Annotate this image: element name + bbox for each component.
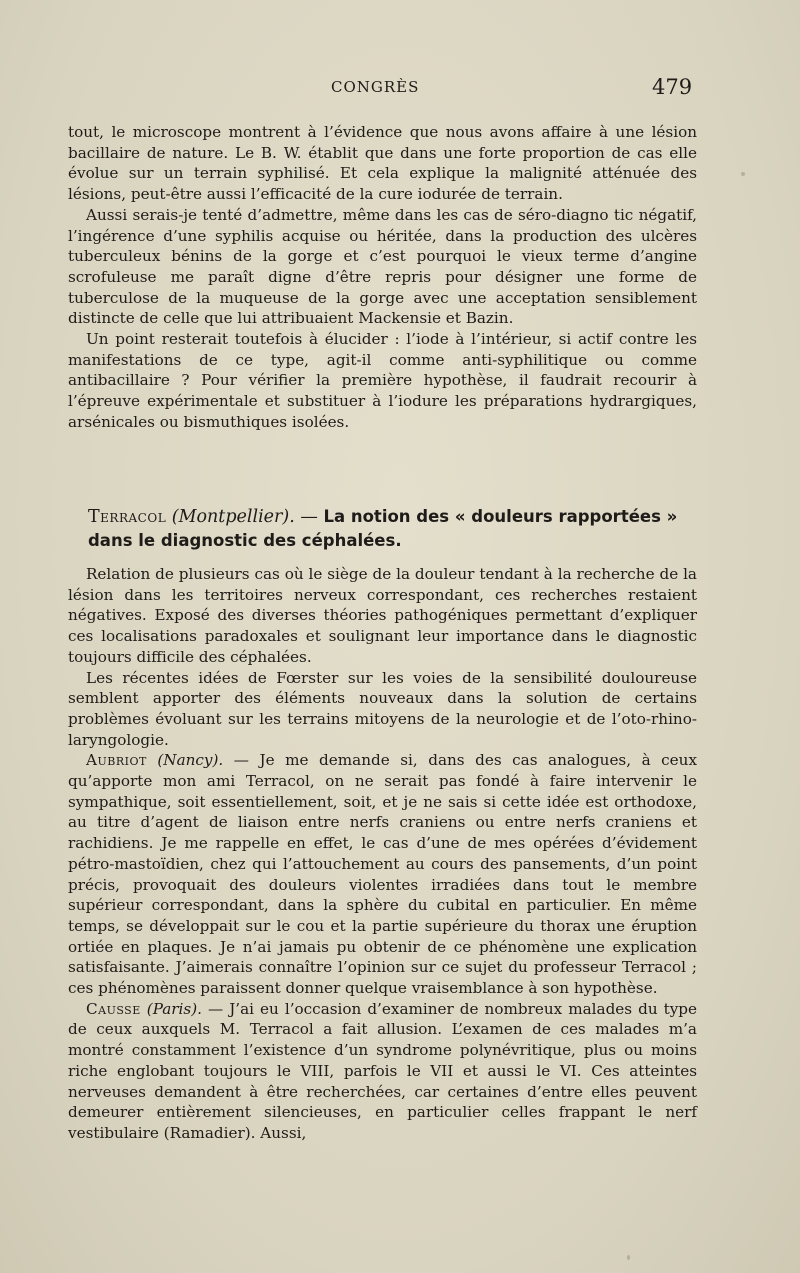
paragraph: Les récentes idées de Fœrster sur les voies de la sensibilité douloureuse semblent apporter des éléments nouveaux dans la solution de certains problèmes évoluant sur les terrains mitoyens de la neurologie et de l’oto-rhino-laryngologie.	[68, 668, 697, 749]
speaker-name: Aubriot	[86, 751, 147, 770]
paragraph: Relation de plusieurs cas où le siège de la douleur tendant à la recherche de la lésion dans les territoires nerveux correspondant, ces recherches restaient négatives. Exposé des diverses théories pathogéniques permettant d’expliquer ces localisations paradoxales et soulignant leur importance dans le diagnostic toujours difficile des céphalées.	[68, 565, 697, 666]
section-title: La notion des « douleurs rapportées » dans le diagnostic des céphalées.	[88, 507, 678, 550]
section-heading	[88, 505, 698, 553]
section-author: Terracol	[88, 507, 167, 527]
paragraph: tout, le microscope montrent à l’évidence que nous avons affaire à une lésion bacillaire de nature. Le B. W. établit que dans une forte proportion de cas elle évolue sur un terrain syphilisé. Et cela explique la malignité atténuée des lésions, peut-être aussi l’efficacité de la cure iodurée de terrain.	[68, 123, 697, 204]
page-header	[0, 75, 800, 104]
paragraph-causse	[68, 999, 697, 1144]
speaker-city: (Paris).	[146, 999, 202, 1018]
speaker-text: — Je me demande si, dans des cas analogues, à ceux qu’apporte mon ami Terracol, on ne serait pas fondé à faire intervenir le sympathique, soit essentiellement, soit, et je ne sais si cette idée est orthodoxe, au titre d’agent de liaison entre nerfs craniens ou entre nerfs craniens et rachidiens. Je me rappelle en effet, le cas d’une de mes opérées d’évidement pétro-mastoïdien, chez qui l’attouchement au cours des pansements, d’un point précis, provoquait des douleurs violentes irradiées dans tout le membre supérieur correspondant, dans la sphère du cubital en particulier. En même temps, se développait sur le cou et la partie supérieure du thorax une éruption ortiée en plaques. Je n’ai jamais pu obtenir de ce phénomène une explication satisfaisante. J’aimerais connaître l’opinion sur ce sujet du professeur Terracol ; ces phénomènes paraissent donner quelque vraisemblance à son hypothèse.	[68, 751, 698, 998]
section-city: (Montpellier).	[171, 507, 295, 527]
paragraph: Un point resterait toutefois à élucider : l’iode à l’intérieur, si actif contre les manifestations de ce type, agit-il comme anti-syphilitique ou comme antibacillaire ? Pour vérifier la première hypothèse, il faudrait recourir à l’épreuve expérimentale et substituer à l’iodure les préparations hydrargiques, arsénicales ou bismuthiques isolées.	[68, 330, 697, 431]
paper-speck	[627, 1255, 630, 1260]
discussion-paragraphs	[68, 564, 697, 1144]
paragraph: Aussi serais-je tenté d’admettre, même dans les cas de séro-diagno tic négatif, l’ingérence d’une syphilis acquise ou héritée, dans la production des ulcères tuberculeux bénins de la gorge et c’est pourquoi le vieux terme d’angine scrofuleuse me paraît digne d’être repris pour désigner une forme de tuberculose de la muqueuse de la gorge avec une acceptation sensiblement distincte de celle que lui attribuaient Mackensie et Bazin.	[68, 205, 697, 328]
running-head: CONGRÈS	[331, 78, 420, 96]
speaker-city: (Nancy).	[157, 751, 224, 770]
paper-speck	[741, 172, 745, 176]
paragraph-aubriot	[68, 750, 697, 998]
page-number: 479	[652, 75, 693, 99]
section-dash: —	[300, 507, 318, 527]
speaker-text: — J’ai eu l’occasion d’examiner de nombreux malades du type de ceux auxquels M. Terracol a fait allusion. L’examen de ces malades m’a montré constamment l’existence d’un syndrome polynévritique, plus ou moins riche englobant toujours le VIII, parfois le VII et aussi le VI. Ces atteintes nerveuses demandent à être recherchées, car certaines d’entre elles peuvent demeurer entièrement silencieuses, en particulier celles frappant le nerf vestibulaire (Ramadier). Aussi,	[68, 999, 698, 1142]
speaker-name: Causse	[86, 999, 141, 1018]
opening-paragraphs	[68, 122, 697, 433]
